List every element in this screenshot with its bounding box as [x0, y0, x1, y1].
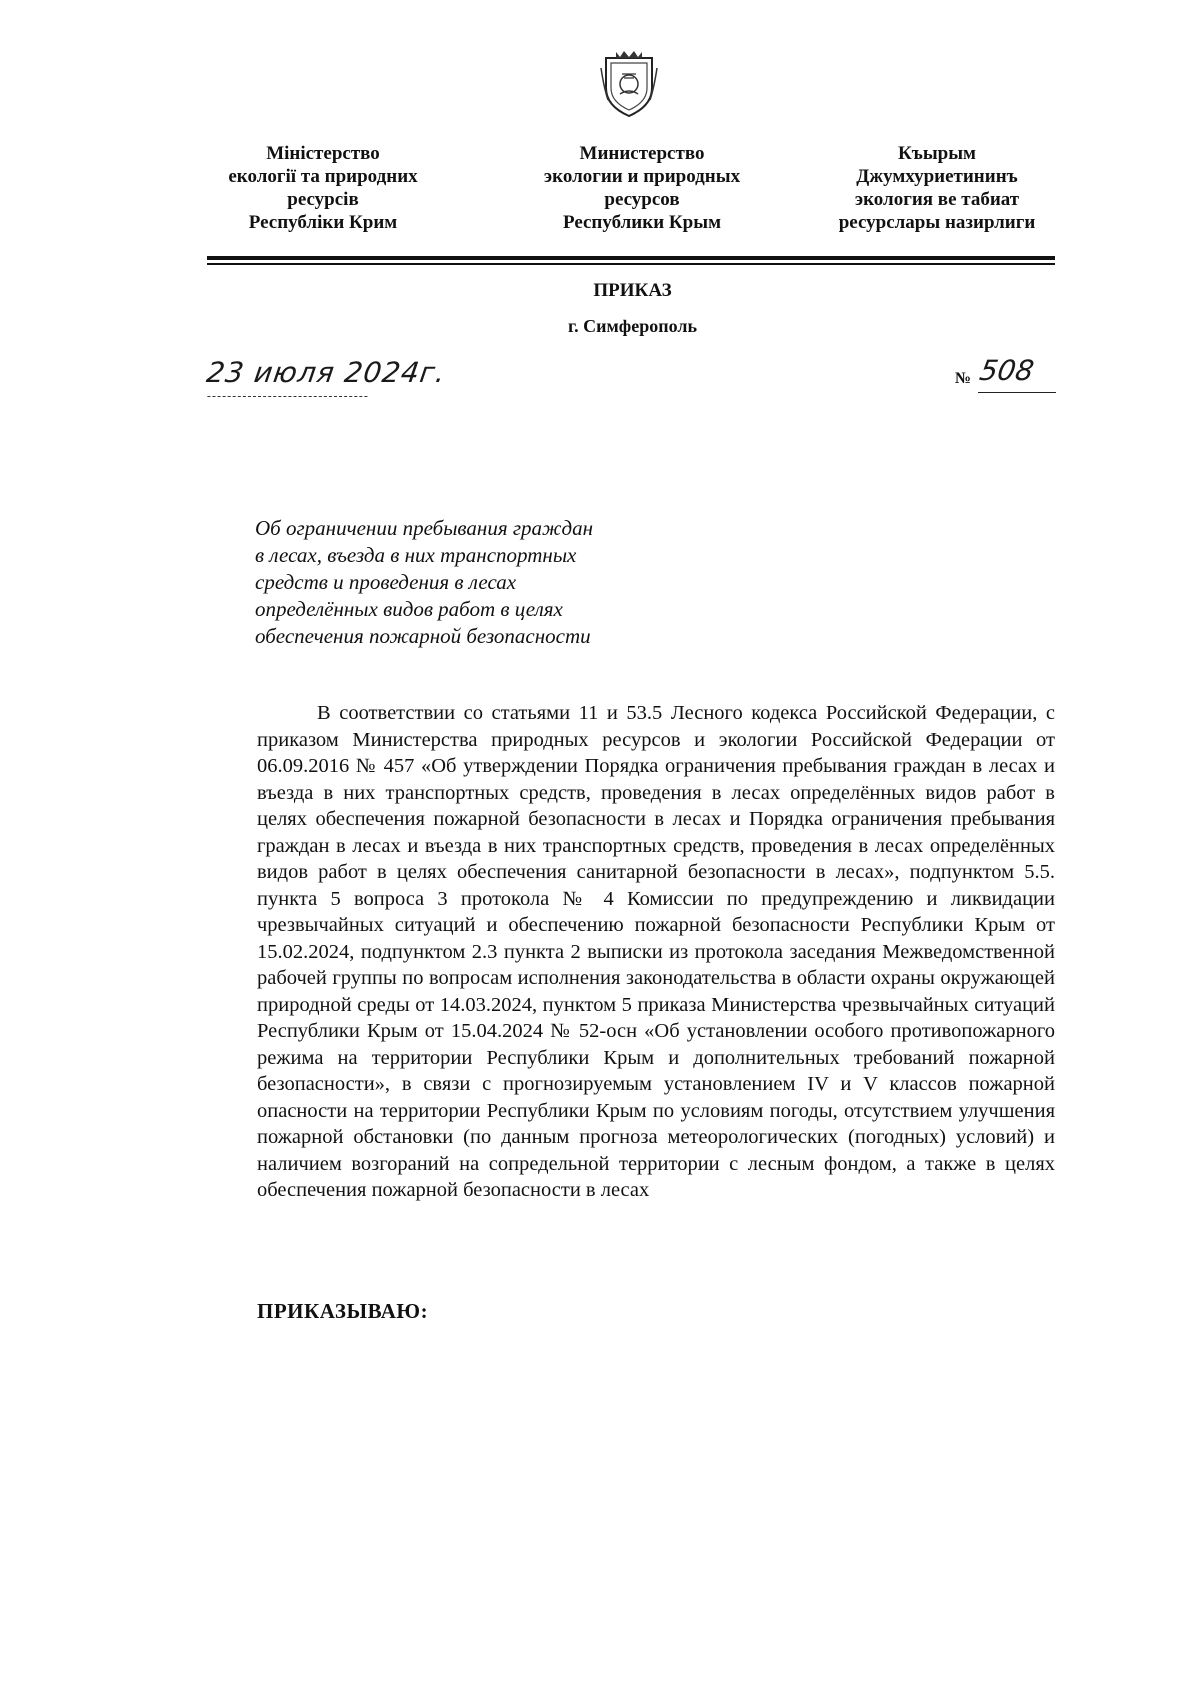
org-crimean-tatar-line: экология ве табиат [854, 189, 1020, 210]
document-type: ПРИКАЗ [593, 280, 672, 301]
preamble-paragraph: В соответствии со статьями 11 и 53.5 Лесного кодекса Российской Федерации, с приказом Министерства природных ресурсов и экологии Российской Федерации от 06.09.2016 № 457 «Об утверждении Порядка ограничения пребывания граждан в лесах и въезда в них транспортных средств, проведения в лесах определённых видов работ в целях обеспечения пожарной безопасности в лесах и Порядка ограничения пребывания граждан в лесах и въезда в них транспортных средств, проведения в лесах определённых видов работ в целях обеспечения санитарной безопасности в лесах», подпунктом 5.5. пункта 5 вопроса 3 протокола № 4 Комиссии по предупреждению и ликвидации чрезвычайных ситуаций и обеспечению пожарной безопасности Республики Крым от 15.02.2024, подпунктом 2.3 пункта 2 выписки из протокола заседания Межведомственной рабочей группы по вопросам исполнения законодательства в области охраны окружающей природной среды от 14.03.2024, пунктом 5 приказа Министерства чрезвычайных ситуаций Республики Крым от 15.04.2024 № 52-осн «Об установлении особого противопожарного режима на территории Республики Крым и дополнительных требований пожарной безопасности», в связи с прогнозируемым установлением IV и V классов пожарной опасности на территории Республики Крым по условиям погоды, отсутствием улучшения пожарной обстановки (по данным прогноза метеорологических (погодных) условий) и наличием возгораний на сопредельной территории с лесным фондом, а также в целях обеспечения пожарной безопасности в лесах [257, 702, 1055, 1201]
org-crimean-tatar-line: Джумхуриетининъ [856, 166, 1018, 187]
subject-line: средств и проведения в лесах [255, 570, 517, 594]
org-name-ukrainian [208, 142, 438, 234]
org-name-crimean-tatar [822, 142, 1052, 234]
org-ukrainian-line: Республіки Крим [248, 212, 398, 233]
org-russian-line: ресурсов [604, 189, 680, 210]
number-label: № [955, 370, 972, 387]
subject-line: обеспечения пожарной безопасности [255, 624, 591, 648]
org-russian-line: экологии и природных [543, 166, 741, 187]
org-name-russian [522, 142, 762, 234]
handwritten-date-text: 23 июля 2024г. [204, 356, 448, 389]
org-ukrainian-line: екології та природних [228, 166, 418, 187]
order-heading: ПРИКАЗЫВАЮ: [257, 1299, 429, 1323]
order-subject [255, 515, 655, 650]
handwritten-date [203, 356, 499, 400]
org-russian-line: Республики Крым [562, 212, 722, 233]
crimea-coat-of-arms-icon [598, 48, 660, 120]
subject-line: Об ограничении пребывания граждан [255, 516, 594, 540]
handwritten-number: 508 [977, 354, 1037, 387]
subject-line: определённых видов работ в целях [255, 597, 563, 621]
date-underline [207, 396, 367, 397]
document-city: г. Симферополь [568, 316, 697, 336]
org-ukrainian-line: Міністерство [266, 143, 380, 164]
org-crimean-tatar-line: ресурслары назирлиги [838, 212, 1036, 233]
header-divider-thin [207, 263, 1055, 265]
subject-line: в лесах, въезда в них транспортных [255, 543, 577, 567]
org-crimean-tatar-line: Къырым [897, 143, 977, 164]
org-russian-line: Министерство [579, 143, 705, 164]
number-underline [978, 392, 1056, 393]
header-divider-thick [207, 256, 1055, 260]
org-ukrainian-line: ресурсів [287, 189, 359, 210]
